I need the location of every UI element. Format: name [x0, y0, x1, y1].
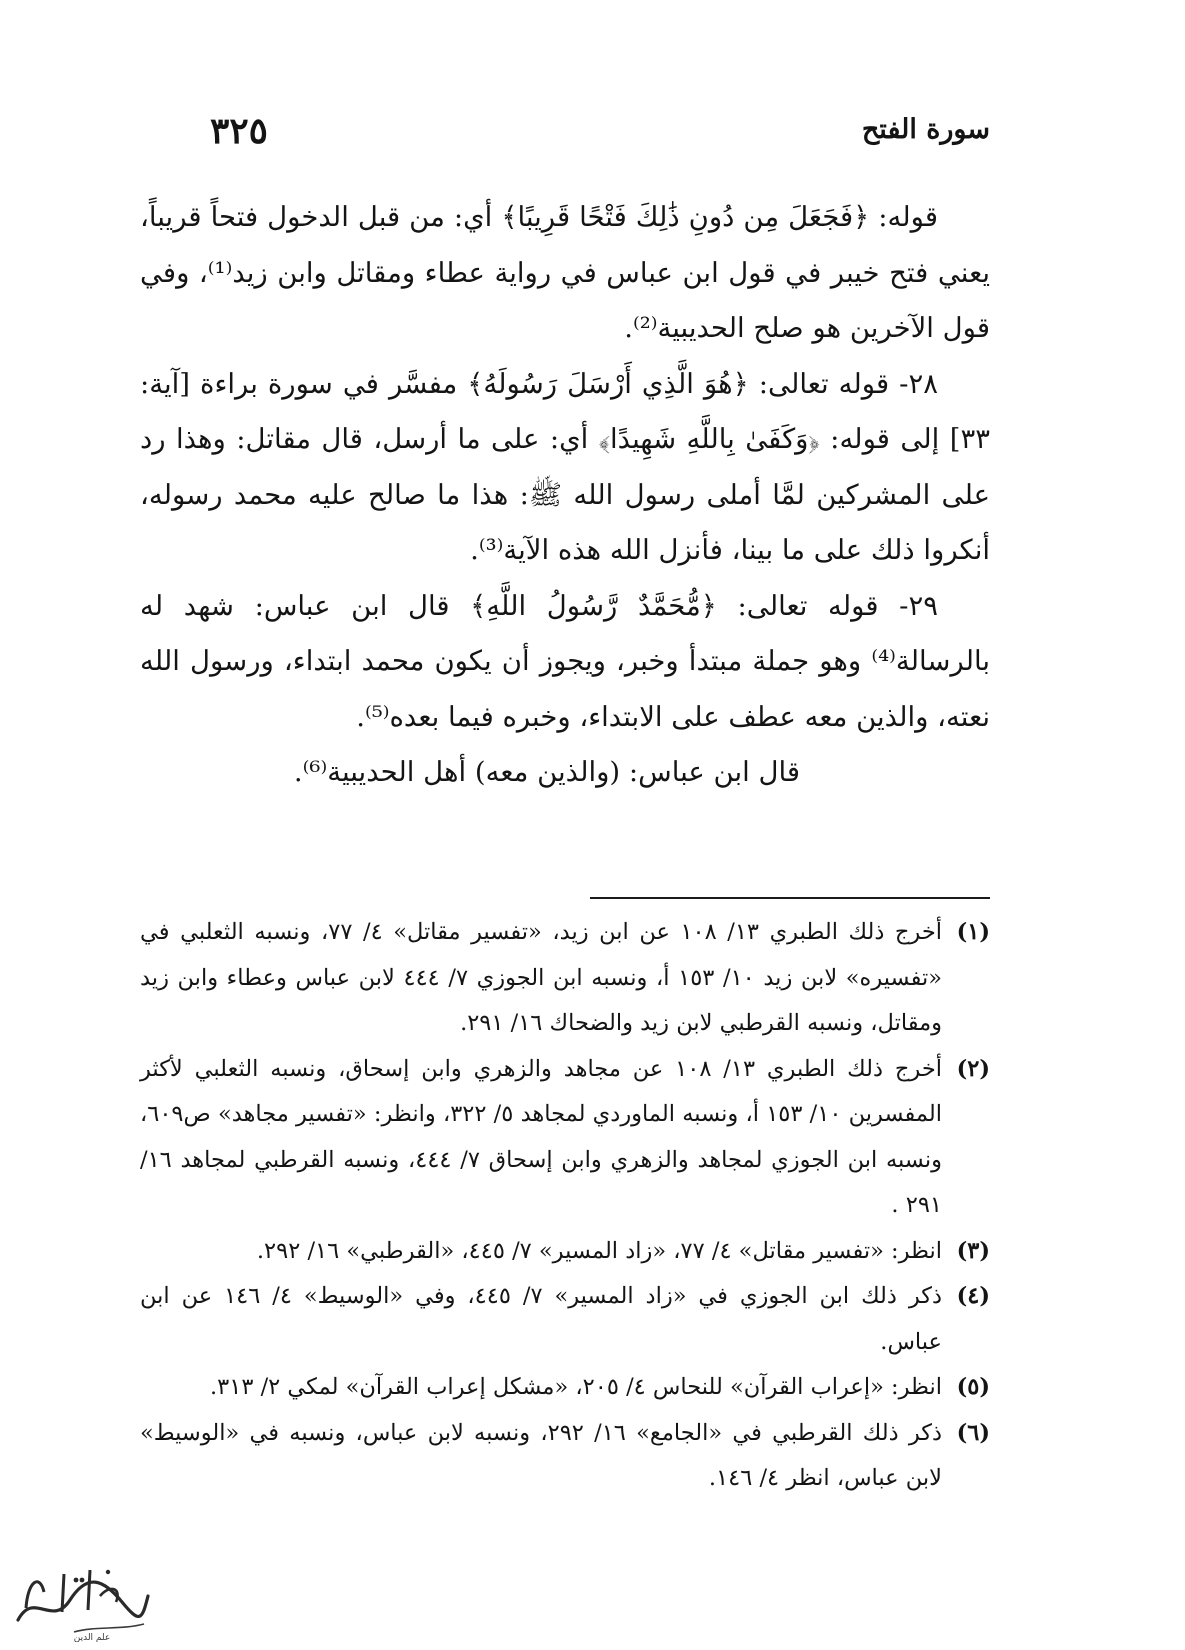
footnote-number: (٦) [956, 1419, 990, 1446]
paragraph: قوله: ﴿فَجَعَلَ مِن دُونِ ذَٰلِكَ فَتْحًا قَرِيبًا﴾ أي: من قبل الدخول فتحاً قريباً، يعني فتح خيبر في قول ابن عباس في رواية عطاء ومقاتل وابن زيد⁽¹⁾، وفي قول الآخرين هو صلح الحديبية⁽²⁾. [140, 201, 991, 344]
footnote-text: انظر: «إعراب القرآن» للنحاس ٤/ ٢٠٥، «مشكل إعراب القرآن» لمكي ٢/ ٣١٣. [210, 1374, 942, 1400]
footnote-number: (٤) [956, 1283, 990, 1309]
footnote [140, 1411, 990, 1502]
footnote-text: أخرج ذلك الطبري ١٣/ ١٠٨ عن مجاهد والزهري وابن إسحاق، ونسبه الثعلبي لأكثر المفسرين ١٠/ ١٥٣ أ، ونسبه الماوردي لمجاهد ٥/ ٣٢٢، وانظر: «تفسير مجاهد» ص٦٠٩، ونسبه ابن الجوزي لمجاهد والزهري وابن إسحاق ٧/ ٤٤٤، ونسبه القرطبي لمجاهد ١٦/ ٢٩١ . [140, 1055, 943, 1218]
footnote [140, 1365, 990, 1411]
library-stamp-logo [4, 1550, 154, 1642]
footnote-text: انظر: «تفسير مقاتل» ٤/ ٧٧، «زاد المسير» ٧/ ٤٤٥، «القرطبي» ١٦/ ٢٩٢. [256, 1237, 942, 1264]
footnote-text: ذكر ذلك القرطبي في «الجامع» ١٦/ ٢٩٢، ونسبه لابن عباس، ونسبه في «الوسيط» لابن عباس، انظر ٤/ ١٤٦. [140, 1419, 942, 1491]
footnote-text: أخرج ذلك الطبري ١٣/ ١٠٨ عن ابن زيد، «تفسير مقاتل» ٤/ ٧٧، ونسبه الثعلبي في «تفسيره» لابن زيد ١٠/ ١٥٣ أ، ونسبه ابن الجوزي ٧/ ٤٤٤ لابن عباس وعطاء وابن زيد ومقاتل، ونسبه القرطبي لابن زيد والضحاك ١٦/ ٢٩١. [140, 919, 943, 1036]
paragraph: ٢٨- قوله تعالى: ﴿هُوَ الَّذِي أَرْسَلَ رَسُولَهُ﴾ مفسَّر في سورة براءة [آية: ٣٣] إلى قوله: ﴿وَكَفَىٰ بِاللَّهِ شَهِيدًا﴾ أي: على ما أرسل، قال مقاتل: وهذا رد على المشركين لمَّا أملى رسول الله ﷺ: هذا ما صالح عليه محمد رسوله، أنكروا ذلك على ما بينا، فأنزل الله هذه الآية⁽³⁾. [140, 367, 990, 566]
footnote [140, 1274, 990, 1365]
footnote-separator [590, 897, 990, 899]
main-text [140, 190, 990, 801]
paragraph: ٢٩- قوله تعالى: ﴿مُّحَمَّدٌ رَّسُولُ اللَّهِ﴾ قال ابن عباس: شهد له بالرسالة⁽⁴⁾ وهو جملة مبتدأ وخبر، ويجوز أن يكون محمد ابتداء، ورسول الله نعته، والذين معه عطف على الابتداء، وخبره فيما بعده⁽⁵⁾. [140, 589, 990, 733]
surah-title: سورة الفتح [861, 114, 990, 145]
footnotes [140, 910, 990, 1502]
page-header [200, 110, 990, 170]
footnote-number: (٥) [956, 1374, 990, 1400]
paragraph: قال ابن عباس: (والذين معه) أهل الحديبية⁽⁶⁾. [293, 756, 800, 788]
footnote-number: (٣) [956, 1237, 990, 1264]
page-number: ٣٢٥ [210, 110, 269, 152]
footnote-text: ذكر ذلك ابن الجوزي في «زاد المسير» ٧/ ٤٤٥، وفي «الوسيط» ٤/ ١٤٦ عن ابن عباس. [140, 1283, 942, 1355]
footnote [140, 1229, 990, 1275]
footnote [140, 1047, 990, 1229]
footnote-number: (٢) [956, 1055, 990, 1082]
footnote [140, 910, 990, 1047]
footnote-number: (١) [956, 919, 990, 945]
svg-text:علم الدين: علم الدين [73, 1633, 111, 1642]
